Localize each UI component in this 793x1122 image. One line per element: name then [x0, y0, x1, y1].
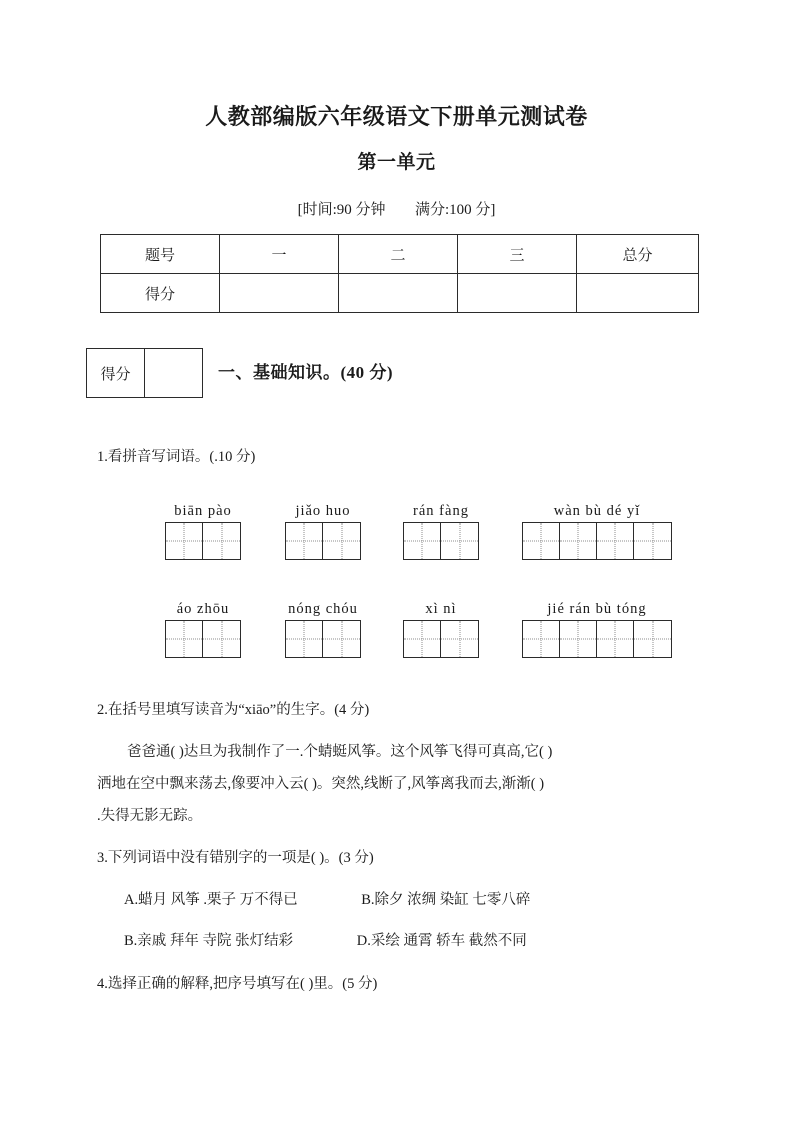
tianzige-grid-6[interactable]: [285, 620, 361, 658]
exam-total-score: 满分:100 分]: [415, 202, 496, 218]
score-table: [100, 234, 699, 313]
question-2-text: 在括号里填写读音为“xiāo”的生字。(4 分): [107, 702, 370, 718]
tianzige-cell[interactable]: [323, 621, 360, 657]
choice-words-b: 除夕 浓绸 染缸 七零八碎: [374, 892, 531, 908]
pinyin-group-7: [403, 601, 479, 658]
choice-words-a: 蜡月 风筝 .栗子 万不得已: [138, 892, 298, 908]
score-header-0: 题号: [101, 235, 220, 274]
question-1: [97, 444, 255, 472]
table-row-headers: [101, 235, 699, 274]
tianzige-grid-5[interactable]: [165, 620, 241, 658]
choice-words-c: 亲戚 拜年 寺院 张灯结彩: [137, 933, 294, 949]
question-3-text: 下列词语中没有错别字的一项是( )。(3 分): [107, 850, 374, 866]
choice-words-d: 采绘 通霄 轿车 截然不同: [370, 933, 527, 949]
tianzige-cell[interactable]: [523, 621, 560, 657]
tianzige-cell[interactable]: [203, 621, 240, 657]
score-header-4: 总分: [577, 235, 699, 274]
choice-letter-c: B.: [124, 933, 138, 949]
tianzige-grid-7[interactable]: [403, 620, 479, 658]
table-row: [87, 349, 203, 398]
tianzige-cell[interactable]: [203, 523, 240, 559]
table-row: [101, 274, 699, 313]
score-cell-1[interactable]: [220, 274, 339, 313]
pinyin-label-7: xì nì: [425, 601, 457, 617]
score-cell-3[interactable]: [458, 274, 577, 313]
pinyin-label-2: jiǎo huo: [295, 503, 351, 519]
score-header-3: 三: [458, 235, 577, 274]
tianzige-cell[interactable]: [634, 621, 671, 657]
passage-line-2: 洒地在空中飘来荡去,像要冲入云( )。突然,线断了,风筝离我而去,渐渐( ): [97, 776, 545, 792]
choice-letter-d: D.: [356, 933, 371, 949]
section-heading: 一、基础知识。(40 分): [218, 363, 394, 382]
pinyin-label-8: jié rán bù tóng: [547, 601, 647, 617]
question-4-text: 选择正确的解释,把序号填写在( )里。(5 分): [107, 976, 378, 992]
section-score-value[interactable]: [145, 349, 203, 398]
tianzige-cell[interactable]: [560, 523, 597, 559]
score-row-label: 得分: [101, 274, 220, 313]
choice-row-2: [124, 929, 724, 950]
tianzige-grid-1[interactable]: [165, 522, 241, 560]
pinyin-label-4: wàn bù dé yǐ: [553, 503, 641, 519]
tianzige-cell[interactable]: [286, 621, 323, 657]
question-1-text: 看拼音写词语。(.10 分): [107, 449, 256, 465]
score-header-2: 二: [339, 235, 458, 274]
tianzige-cell[interactable]: [404, 621, 441, 657]
question-4-number: 4.: [97, 976, 108, 992]
tianzige-cell[interactable]: [286, 523, 323, 559]
choice-option-a[interactable]: [124, 888, 298, 909]
page-subtitle: 第一单元: [357, 152, 436, 173]
tianzige-grid-2[interactable]: [285, 522, 361, 560]
question-3: [97, 845, 374, 873]
tianzige-cell[interactable]: [441, 621, 478, 657]
question-2: [97, 697, 369, 725]
question-4: [97, 971, 377, 999]
exam-meta: [0, 198, 793, 219]
tianzige-grid-3[interactable]: [403, 522, 479, 560]
page-title: 人教部编版六年级语文下册单元测试卷: [205, 104, 588, 129]
section-score-box: [86, 348, 203, 398]
tianzige-cell[interactable]: [597, 621, 634, 657]
pinyin-group-3: [403, 503, 479, 560]
passage-line-1: 爸爸通( )达旦为我制作了一.个蜻蜓风筝。这个风筝飞得可真高,它( ): [127, 744, 553, 760]
tianzige-cell[interactable]: [597, 523, 634, 559]
tianzige-cell[interactable]: [166, 523, 203, 559]
pinyin-group-8: [522, 601, 672, 658]
pinyin-group-4: [522, 503, 672, 560]
choice-letter-a: A.: [124, 892, 139, 908]
pinyin-group-1: [165, 503, 241, 560]
tianzige-grid-4[interactable]: [522, 522, 672, 560]
tianzige-cell[interactable]: [441, 523, 478, 559]
passage-line-3: .失得无影无踪。: [97, 808, 203, 824]
score-cell-2[interactable]: [339, 274, 458, 313]
exam-time: [时间:90 分钟: [297, 202, 386, 218]
pinyin-label-5: áo zhōu: [176, 601, 230, 617]
pinyin-label-6: nóng chóu: [288, 601, 358, 617]
choice-option-c[interactable]: [124, 929, 293, 950]
tianzige-grid-8[interactable]: [522, 620, 672, 658]
tianzige-cell[interactable]: [166, 621, 203, 657]
tianzige-cell[interactable]: [560, 621, 597, 657]
tianzige-cell[interactable]: [523, 523, 560, 559]
pinyin-group-6: [285, 601, 361, 658]
choice-letter-b: B.: [361, 892, 375, 908]
pinyin-label-3: rán fàng: [413, 503, 469, 519]
tianzige-cell[interactable]: [404, 523, 441, 559]
score-cell-4[interactable]: [577, 274, 699, 313]
choice-option-b[interactable]: [361, 888, 530, 909]
pinyin-label-1: biān pào: [174, 503, 232, 519]
question-2-number: 2.: [97, 702, 108, 718]
choice-option-d[interactable]: [357, 929, 527, 950]
tianzige-cell[interactable]: [323, 523, 360, 559]
section-score-label: 得分: [87, 349, 145, 398]
question-1-number: 1.: [97, 449, 108, 465]
pinyin-group-5: [165, 601, 241, 658]
choice-row-1: [124, 888, 724, 909]
score-header-1: 一: [220, 235, 339, 274]
question-3-number: 3.: [97, 850, 108, 866]
pinyin-group-2: [285, 503, 361, 560]
tianzige-cell[interactable]: [634, 523, 671, 559]
